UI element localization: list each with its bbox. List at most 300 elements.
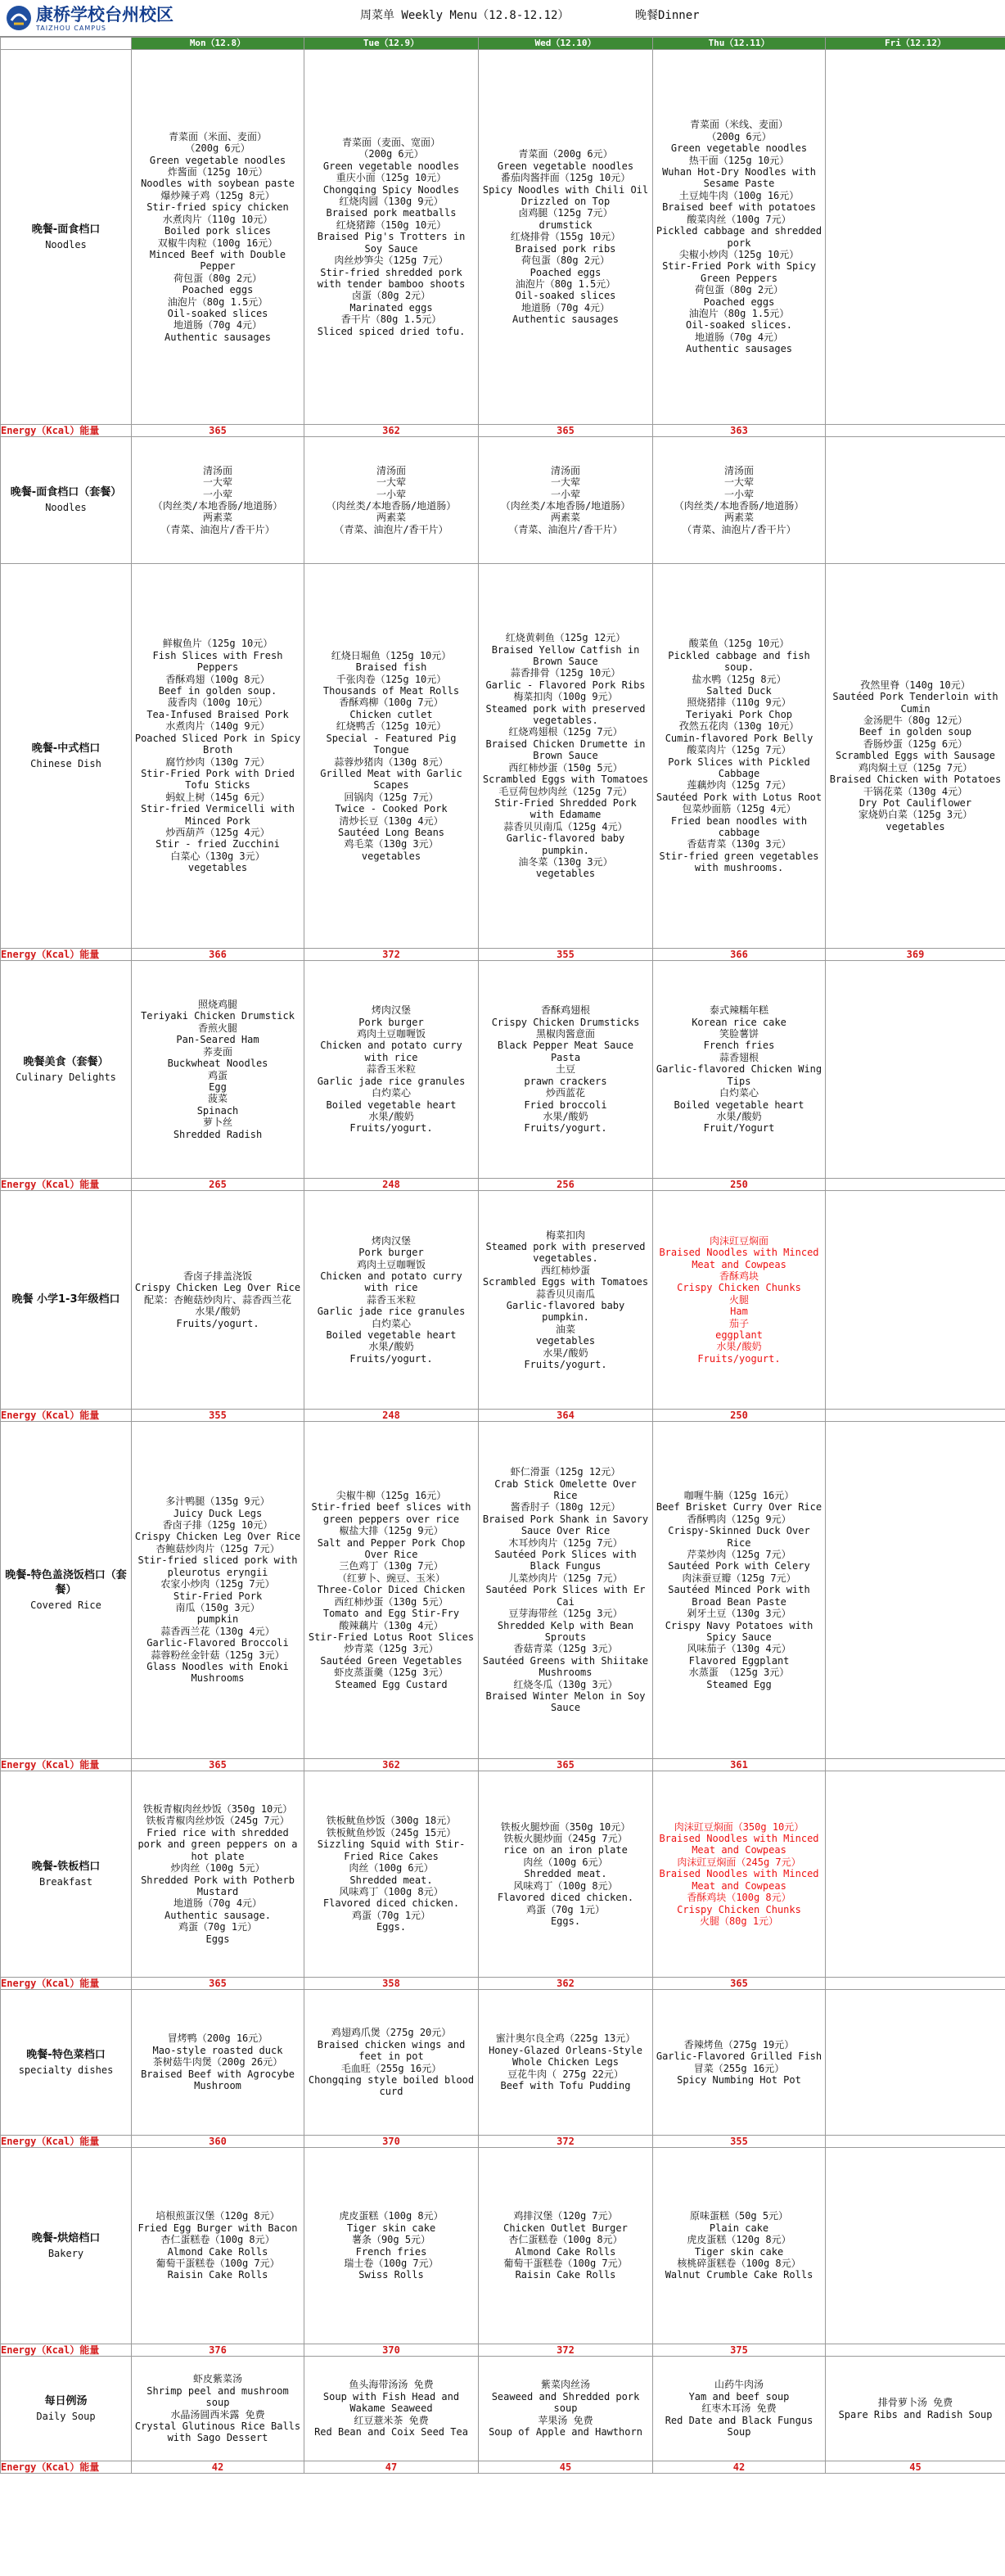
dish-line: 红烧鸭舌（125g 10元）	[336, 720, 447, 733]
dish-line: 南瓜（150g 3元）	[175, 1601, 260, 1613]
energy-value-fri	[826, 1179, 1005, 1191]
energy-label: Energy（Kcal）能量	[1, 425, 132, 437]
energy-label: Energy（Kcal）能量	[1, 1179, 132, 1191]
dish-line: Almond Cake Rolls	[515, 2245, 616, 2258]
dish-line: Fruits/yogurt.	[349, 1122, 433, 1135]
energy-value-tue: 248	[304, 1410, 479, 1422]
dish-line: 鸡毛菜（130g 3元）	[344, 838, 439, 850]
dish-line: 水蒸蛋 （125g 3元）	[688, 1667, 790, 1679]
energy-value-wed: 372	[479, 2344, 653, 2357]
menu-cell-thu	[653, 2148, 826, 2344]
energy-value-tue: 370	[304, 2136, 479, 2148]
school-emblem-icon	[5, 4, 33, 32]
section-label-cn: 晚餐-面食档口	[31, 223, 101, 236]
dish-line: 风味鸡丁（100g 8元）	[339, 1885, 444, 1897]
dish-line: 菠香肉（100g 10元）	[167, 697, 268, 709]
section-label-cn: 晚餐-面食档口（套餐）	[10, 486, 122, 499]
dish-line: 鸡蛋（70g 1元）	[178, 1921, 258, 1933]
dish-line: Oil-soaked slices	[515, 290, 616, 302]
dish-line: Black Pepper Meat Sauce Pasta	[497, 1040, 634, 1063]
dish-line: Steamed pork with preserved vegetables.	[485, 702, 646, 727]
menu-cell-wed	[479, 961, 653, 1179]
dish-line: Flavored diced chicken.	[497, 1892, 634, 1904]
dish-line: 水晶汤圆西米露 免费	[170, 2408, 265, 2420]
dish-line: Chongqing style boiled blood curd	[308, 2073, 475, 2098]
dish-line: Sautéed Pork Slices with Black Fungus	[494, 1549, 637, 1572]
dish-line: 火腿（80g 1元）	[699, 1915, 779, 1927]
dish-line: 虾皮蒸蛋羹（125g 3元）	[334, 1667, 448, 1679]
dish-line: 萝卜丝	[202, 1117, 232, 1129]
dish-line: Oil-soaked slices	[167, 307, 268, 319]
dish-line: 鸡肉土豆咖喱饭	[356, 1258, 426, 1270]
dish-line: 油泡片（80g 1.5元）	[688, 307, 790, 319]
dish-line: 红烧黄刺鱼（125g 12元）	[505, 632, 626, 644]
dish-line: Garlic - Flavored Pork Ribs	[485, 679, 646, 691]
dish-line: Fruits/yogurt.	[697, 1352, 781, 1365]
dish-line: Chicken cutlet	[349, 708, 433, 720]
dish-line: 一大荤	[376, 476, 406, 489]
dish-line: 肉沫豇豆焖面（245g 7元）	[677, 1856, 801, 1868]
dish-line: 炒肉丝（100g 5元）	[170, 1862, 265, 1874]
menu-cell-tue	[304, 961, 479, 1179]
dish-line: 回锅肉（125g 7元）	[344, 791, 439, 803]
dish-line: 蒜香贝贝南瓜	[535, 1288, 595, 1300]
dish-line: Boiled vegetable heart	[326, 1099, 457, 1111]
dish-line: 铁板鱿鱼炒饭（245g 15元）	[326, 1826, 457, 1838]
dish-line: Poached eggs	[703, 295, 775, 308]
dish-line: 蒜香翅根	[719, 1051, 759, 1063]
dish-line: Garlic-flavored Chicken Wing Tips	[656, 1063, 822, 1087]
menu-row	[1, 437, 1005, 564]
dish-line: Salted Duck	[706, 685, 772, 697]
dish-line: Swiss Rolls	[358, 2269, 424, 2281]
energy-value-wed: 372	[479, 2136, 653, 2148]
dish-line: 三色鸡丁（130g 7元）	[339, 1560, 444, 1572]
menu-row	[1, 2357, 1005, 2461]
dish-line: Pan-Seared Ham	[176, 1034, 259, 1046]
dish-line: 杏鲍菇炒肉片（125g 7元）	[155, 1542, 280, 1554]
dish-line: Tomato and Egg Stir-Fry	[322, 1608, 460, 1620]
dish-line: 蒜蓉炒猪肉（130g 8元）	[334, 756, 448, 768]
dish-line: Spare Ribs and Radish Soup	[838, 2408, 993, 2420]
dish-line: vegetables	[187, 862, 248, 874]
menu-cell-thu	[653, 50, 826, 425]
dish-line: Walnut Crumble Cake Rolls	[665, 2269, 813, 2281]
day-header-row	[1, 38, 1005, 50]
menu-row	[1, 1191, 1005, 1410]
dish-line: 山药牛肉汤	[714, 2379, 764, 2391]
menu-cell-tue	[304, 437, 479, 564]
dish-line: 肉沫豇豆焖面（350g 10元）	[674, 1820, 804, 1833]
dish-line: 炸酱面（125g 10元）	[167, 166, 268, 178]
dish-line: 木耳炒肉片（125g 7元）	[508, 1536, 623, 1549]
dish-line: Dry Pot Cauliflower	[859, 796, 972, 809]
dish-line: 地道肠（70g 4元）	[173, 319, 263, 332]
dish-line: 铁板火腿炒面（350g 10元）	[500, 1820, 631, 1833]
dish-line: 梅菜扣肉（100g 9元）	[513, 691, 618, 703]
energy-value-mon: 365	[132, 425, 304, 437]
dish-line: Boiled pork slices	[164, 225, 272, 237]
dish-line: 油泡片（80g 1.5元）	[167, 295, 268, 308]
dish-line: Ham	[730, 1306, 748, 1318]
day-header-wed: Wed（12.10）	[479, 38, 653, 50]
menu-cell-mon	[132, 1990, 304, 2136]
energy-row	[1, 949, 1005, 961]
dish-line: Fried Egg Burger with Bacon	[137, 2222, 298, 2234]
dish-line: Flavored diced chicken.	[322, 1897, 460, 1910]
dish-line: Stir - fried Zucchini	[155, 838, 280, 850]
section-label-cn: 晚餐-烘焙档口	[31, 2231, 101, 2244]
day-header-tue: Tue（12.9）	[304, 38, 479, 50]
dish-line: 西红柿炒蛋	[540, 1264, 590, 1276]
section-label-cn: 晚餐-特色菜档口	[26, 2048, 106, 2061]
energy-value-mon: 376	[132, 2344, 304, 2357]
energy-row	[1, 2344, 1005, 2357]
dish-line: 核桃碎蛋糕卷（100g 8元）	[677, 2257, 801, 2269]
dish-line: 金汤肥牛（80g 12元）	[863, 715, 968, 727]
dish-line: Braised fish	[355, 661, 427, 674]
dish-line: 孜然五花肉（130g 10元）	[678, 720, 800, 733]
section-label-en: Noodles	[45, 238, 87, 250]
dish-line: Shredded meat.	[349, 1874, 433, 1886]
dish-line: 肉丝（100g 6元）	[523, 1856, 608, 1868]
dish-line: Authentic sausages	[685, 343, 793, 355]
energy-value-fri	[826, 1759, 1005, 1771]
dish-line: Scrambled Eggs with Sausage	[835, 750, 996, 762]
dish-line: Fruits/yogurt.	[524, 1122, 607, 1135]
dish-line: Korean rice cake	[692, 1016, 786, 1028]
dish-line: 火腿	[728, 1293, 749, 1306]
day-header-mon: Mon（12.8）	[132, 38, 304, 50]
dish-line: 炒青菜（125g 3元）	[344, 1643, 439, 1655]
dish-line: 多汁鸭腿（135g 9元）	[165, 1496, 270, 1508]
dish-line: Garlic-Flavored Grilled Fish	[656, 2050, 822, 2063]
dish-line: Braised Noodles with Minced Meat and Cowpeas	[659, 1247, 819, 1270]
dish-line: Braised Beef with Agrocybe Mushroom	[141, 2068, 295, 2092]
section-label	[1, 961, 132, 1179]
dish-line: vegetables	[886, 820, 945, 832]
dish-line: Sliced spiced dried tofu.	[317, 325, 466, 337]
dish-line: Braised Noodles with Minced Meat and Cowpeas	[659, 1833, 819, 1856]
dish-line: 排骨萝卜汤 免费	[877, 2397, 953, 2409]
dish-line: 泰式辣糯年糕	[709, 1004, 768, 1017]
dish-line: 香菇青菜（125g 3元）	[513, 1643, 618, 1655]
dish-line: 白菜心（130g 3元）	[170, 850, 265, 862]
dish-line: 尖椒牛柳（125g 16元）	[336, 1490, 447, 1502]
dish-line: Chicken and potato curry with rice	[320, 1040, 462, 1063]
dish-line: Pickled cabbage and fish soup.	[668, 649, 810, 674]
energy-value-mon: 366	[132, 949, 304, 961]
dish-line: 西红柿炒蛋（150g 5元）	[508, 761, 623, 774]
dish-line: 红烧猪蹄（150g 10元）	[336, 219, 447, 231]
dish-line: Teriyaki Chicken Drumstick	[141, 1010, 295, 1022]
energy-value-thu: 363	[653, 425, 826, 437]
dish-line: 鲜椒鱼片（125g 10元）	[162, 638, 273, 650]
dish-line: 红豆薏米茶 免费	[354, 2414, 429, 2426]
energy-value-fri	[826, 425, 1005, 437]
dish-line: Fried rice with shredded pork and green peppers on a hot plate	[137, 1826, 298, 1862]
dish-line: Poached eggs	[530, 266, 602, 278]
dish-line: 原味蛋糕（50g 5元）	[689, 2210, 789, 2222]
dish-line: 两素菜	[723, 512, 754, 524]
menu-cell-wed	[479, 2357, 653, 2461]
section-label-en: Daily Soup	[36, 2410, 96, 2422]
dish-line: Stir-fried Vermicelli with Minced Pork	[141, 803, 295, 827]
menu-cell-fri	[826, 2148, 1005, 2344]
dish-line: drumstick	[539, 219, 593, 231]
section-label	[1, 564, 132, 949]
dish-line: Wuhan Hot-Dry Noodles with Sesame Paste	[662, 166, 816, 190]
dish-line: 蜜汁奥尔良全鸡（225g 13元）	[495, 2032, 636, 2045]
section-label	[1, 1422, 132, 1759]
dish-line: Stir-Fried Pork with Spicy Green Peppers	[662, 260, 816, 284]
dish-line: 红枣木耳汤 免费	[701, 2402, 777, 2415]
energy-label: Energy（Kcal）能量	[1, 949, 132, 961]
dish-line: prawn crackers	[524, 1075, 607, 1087]
school-logo	[5, 4, 174, 32]
dish-line: Thousands of Meat Rolls	[322, 685, 460, 697]
section-label-cn: 晚餐-铁板档口	[31, 1860, 101, 1873]
dish-line: Fruits/yogurt.	[176, 1317, 259, 1329]
dish-line: Sautéed Greens with Shiitake Mushrooms	[482, 1654, 649, 1679]
dish-line: Stir-fried green vegetables with mushrooms.	[659, 850, 819, 874]
dish-line: 酱香肘子（180g 12元）	[510, 1501, 621, 1514]
dish-line: 香酥鸭肉（125g 9元）	[687, 1513, 791, 1525]
dish-line: 香菇青菜（130g 3元）	[687, 838, 791, 850]
dish-line: Soup of Apple and Hawthorn	[489, 2426, 642, 2438]
dish-line: 油菜	[555, 1323, 575, 1335]
dish-line: Mao-style roasted duck	[152, 2044, 283, 2056]
dish-line: Minced Beef with Double Pepper	[149, 248, 286, 273]
energy-value-mon: 265	[132, 1179, 304, 1191]
dish-line: Beef in golden soup	[859, 726, 972, 738]
dish-line: Salt and Pepper Pork Chop Over Rice	[317, 1536, 466, 1561]
menu-cell-fri	[826, 1771, 1005, 1978]
dish-line: （肉丝类/本地香肠/地道肠）	[326, 500, 457, 512]
menu-cell-fri	[826, 1191, 1005, 1410]
dish-line: 香卤子排（125g 10元）	[162, 1519, 273, 1532]
dish-line: 香干片（80g 1.5元）	[340, 314, 442, 326]
dish-line: 梅菜扣肉	[545, 1229, 585, 1241]
dish-line: 水果/酸奶	[543, 1347, 588, 1359]
menu-cell-wed	[479, 2148, 653, 2344]
dish-line: Pork burger	[358, 1247, 424, 1259]
dish-line: 蒜蓉粉丝金针菇（125g 3元）	[151, 1649, 285, 1661]
menu-cell-fri	[826, 564, 1005, 949]
dish-line: （200g 6元）	[358, 148, 424, 160]
dish-line: Fried broccoli	[524, 1099, 607, 1111]
dish-line: 油冬菜（130g 3元）	[518, 855, 613, 868]
energy-value-wed: 256	[479, 1179, 653, 1191]
dish-line: 香辣烤鱼（275g 19元）	[683, 2038, 795, 2050]
dish-line: Cumin-flavored Pork Belly	[665, 732, 813, 744]
energy-value-thu: 250	[653, 1410, 826, 1422]
dish-line: 剁牙土豆（130g 3元）	[687, 1608, 791, 1620]
dish-line: 土豆炖牛肉（100g 16元）	[678, 189, 800, 201]
dish-line: 水果/酸奶	[368, 1341, 414, 1353]
menu-cell-mon	[132, 2148, 304, 2344]
dish-line: Glass Noodles with Enoki Mushrooms	[146, 1660, 289, 1685]
dish-line: 香肠炒蛋（125g 6元）	[863, 738, 968, 750]
day-header-thu: Thu（12.11）	[653, 38, 826, 50]
dish-line: Braised Chicken Drumette in Brown Sauce	[485, 738, 646, 762]
dish-line: 水煮肉片（110g 10元）	[162, 213, 273, 225]
dish-line: 鱼头海带汤汤 免费	[349, 2379, 434, 2391]
dish-line: 葡萄干蛋糕卷（100g 7元）	[503, 2257, 628, 2269]
dish-line: 水果/酸奶	[195, 1306, 241, 1318]
dish-line: 豆芽海带丝（125g 3元）	[508, 1608, 623, 1620]
dish-line: Chicken Outlet Burger	[503, 2222, 628, 2234]
dish-line: Flavored Eggplant	[688, 1654, 790, 1667]
dish-line: Red Date and Black Fungus Soup	[665, 2414, 813, 2438]
menu-cell-wed	[479, 1422, 653, 1759]
dish-line: French fries	[355, 2245, 427, 2258]
menu-cell-thu	[653, 961, 826, 1179]
dish-line: 两素菜	[550, 512, 580, 524]
menu-row	[1, 1771, 1005, 1978]
menu-cell-wed	[479, 1191, 653, 1410]
dish-line: Stir-fried beef slices with green peppers over rice	[311, 1501, 471, 1525]
dish-line: 芹菜炒肉（125g 7元）	[687, 1549, 791, 1561]
dish-line: 卤蛋（80g 2元）	[351, 290, 431, 302]
energy-value-wed: 362	[479, 1978, 653, 1990]
dish-line: 铁板火腿炒面（245g 7元）	[503, 1833, 628, 1845]
menu-cell-wed	[479, 1990, 653, 2136]
dish-line: 紫菜肉丝汤	[540, 2379, 590, 2391]
dish-line: 白灼菜心	[371, 1317, 411, 1329]
dish-line: 笑脸薯饼	[719, 1028, 759, 1040]
dish-line: 蒜香排骨（125g 10元）	[510, 667, 621, 679]
dish-line: 一小荤	[723, 488, 754, 500]
dish-line: Sizzling Squid with Stir-Fried Rice Cakes	[317, 1838, 466, 1862]
dish-line: 蒜香玉米粒	[366, 1063, 416, 1076]
dish-line: 腐竹炒肉（130g 7元）	[165, 756, 270, 768]
energy-value-fri	[826, 2344, 1005, 2357]
dish-line: 照烧猪排（110g 9元）	[687, 697, 791, 709]
dish-line: Authentic sausages	[164, 331, 272, 343]
dish-line: Sautéed Pork Tenderloin with Cumin	[832, 691, 998, 715]
dish-line: Fried bean noodles with cabbage	[670, 814, 808, 838]
dish-line: Fish Slices with Fresh Peppers	[152, 649, 283, 674]
dish-line: Stir-fried sliced pork with pleurotus eryngii	[137, 1554, 298, 1578]
energy-value-thu: 355	[653, 2136, 826, 2148]
dish-line: 红烧日堀鱼（125g 10元）	[331, 649, 452, 661]
menu-cell-mon	[132, 1191, 304, 1410]
dish-line: 水煮肉片（140g 9元）	[165, 720, 270, 733]
dish-line: 鸡蛋	[207, 1069, 228, 1081]
dish-line: Boiled vegetable heart	[674, 1099, 804, 1111]
menu-cell-fri	[826, 437, 1005, 564]
dish-line: 虾仁滑蛋（125g 12元）	[510, 1466, 621, 1478]
section-label	[1, 1990, 132, 2136]
section-label-en: Noodles	[45, 502, 87, 513]
energy-label: Energy（Kcal）能量	[1, 1978, 132, 1990]
dish-line: 肉丝炒笋尖（125g 7元）	[334, 255, 448, 267]
dish-line: Chicken and potato curry with rice	[320, 1270, 462, 1294]
dish-line: 白灼菜心	[371, 1087, 411, 1099]
dish-line: 儿菜炒肉片（125g 7元）	[508, 1572, 623, 1584]
dish-line: Scrambled Eggs with Tomatoes	[482, 1276, 649, 1288]
dish-line: 油泡片（80g 1.5元）	[515, 277, 616, 290]
dish-line: 烤肉汉堡	[371, 1234, 411, 1247]
dish-line: 一大荤	[723, 476, 754, 489]
logo-subtitle: TAIZHOU CAMPUS	[36, 24, 107, 32]
dish-line: 红烧肉圆（130g 9元）	[339, 196, 444, 208]
energy-value-fri	[826, 2136, 1005, 2148]
dish-line: eggplant	[715, 1329, 763, 1342]
menu-cell-wed	[479, 1771, 653, 1978]
dish-line: Eggs.	[376, 1921, 407, 1933]
section-label	[1, 2357, 132, 2461]
dish-line: Pork burger	[358, 1016, 424, 1028]
dish-line: Beef Brisket Curry Over Rice	[656, 1501, 822, 1514]
dish-line: 香酥鸡块（100g 8元）	[687, 1892, 791, 1904]
menu-cell-fri	[826, 1422, 1005, 1759]
menu-cell-fri	[826, 961, 1005, 1179]
dish-line: Braised Pig's Trotters in Soy Sauce	[317, 231, 466, 255]
dish-line: 肉沫蚕豆瓣（125g 7元）	[682, 1572, 796, 1584]
dish-line: （肉丝类/本地香肠/地道肠）	[500, 500, 631, 512]
dish-line: Fruit/Yogurt	[703, 1122, 775, 1135]
dish-line: （青菜、油泡片/香干片）	[334, 523, 448, 535]
menu-cell-mon	[132, 2357, 304, 2461]
dish-line: Braised Chicken with Potatoes	[829, 774, 1002, 786]
energy-value-thu: 250	[653, 1179, 826, 1191]
dish-line: 蒜香贝贝南瓜（125g 4元）	[503, 820, 628, 832]
dish-line: Shredded Kelp with Bean Sprouts	[497, 1619, 634, 1643]
energy-value-mon: 42	[132, 2461, 304, 2474]
dish-line: 酸菜肉丝（100g 7元）	[687, 213, 791, 225]
menu-row	[1, 2148, 1005, 2344]
energy-value-wed: 355	[479, 949, 653, 961]
dish-line: 青菜面（米面、麦面）	[168, 130, 267, 142]
energy-value-fri	[826, 1978, 1005, 1990]
dish-line: Crispy Chicken Chunks	[677, 1903, 801, 1915]
energy-row	[1, 1759, 1005, 1771]
dish-line: Sautéed Pork with Lotus Root	[656, 791, 822, 803]
energy-value-thu: 365	[653, 1978, 826, 1990]
dish-line: Sautéed Green Vegetables	[320, 1654, 462, 1667]
dish-line: 咖喱牛腩（125g 16元）	[683, 1490, 795, 1502]
section-label-cn: 晚餐-中式档口	[31, 742, 101, 755]
dish-line: Stir-Fried Shredded Pork with Edamame	[494, 796, 637, 821]
section-label-cn: 每日例汤	[44, 2394, 88, 2407]
dish-line: vegetables	[535, 868, 596, 880]
dish-line: Honey-Glazed Orleans-Style Whole Chicken Legs	[489, 2044, 642, 2068]
energy-value-tue: 362	[304, 425, 479, 437]
dish-line: Seaweed and Shredded pork soup	[491, 2390, 640, 2415]
dish-line: （肉丝类/本地香肠/地道肠）	[674, 500, 804, 512]
energy-row	[1, 1179, 1005, 1191]
menu-cell-mon	[132, 1771, 304, 1978]
dish-line: 香煎火腿	[197, 1022, 237, 1034]
dish-line: 酸菜肉片（125g 7元）	[687, 744, 791, 756]
dish-line: Noodles with soybean paste	[141, 178, 295, 190]
dish-line: 香酥鸡翅根	[540, 1004, 590, 1017]
menu-cell-tue	[304, 2357, 479, 2461]
dish-line: Garlic-flavored baby pumpkin.	[506, 1300, 625, 1324]
dish-line: Red Bean and Coix Seed Tea	[314, 2426, 468, 2438]
dish-line: Green vegetable noodles	[149, 154, 286, 166]
dish-line: 风味茄子（130g 4元）	[687, 1643, 791, 1655]
dish-line: Juicy Duck Legs	[173, 1507, 263, 1519]
menu-cell-mon	[132, 961, 304, 1179]
energy-row	[1, 425, 1005, 437]
meal-title: 晚餐Dinner	[635, 9, 700, 22]
dish-line: 盐水鸭（125g 8元）	[692, 673, 786, 685]
dish-line: 鸡排汉堡（120g 7元）	[513, 2210, 618, 2222]
dish-line: 地道肠（70g 4元）	[694, 331, 784, 343]
